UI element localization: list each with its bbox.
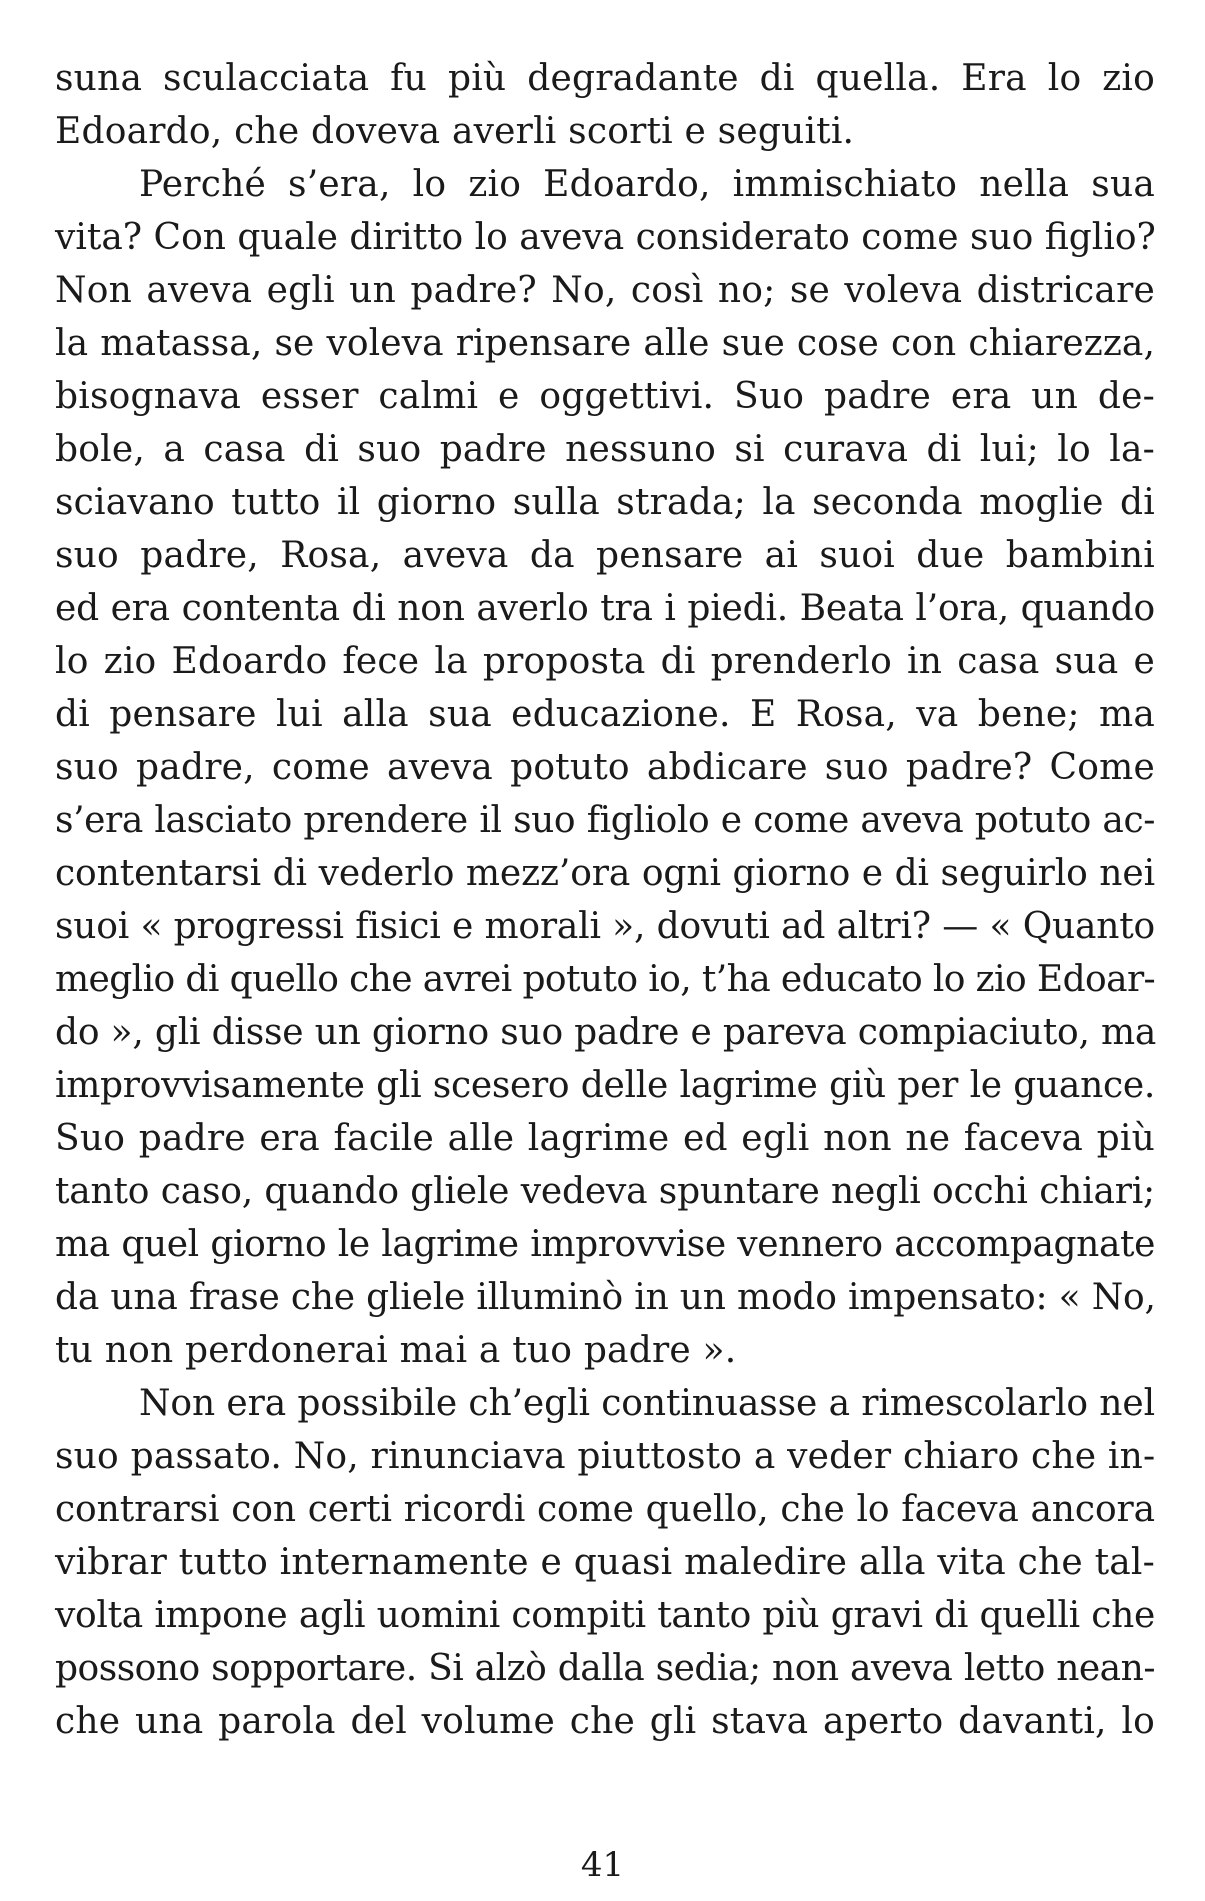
text-line: la matassa, se voleva ripensare alle sue cose con chiarezza, (55, 323, 1155, 364)
text-line: sciavano tutto il giorno sulla strada; la seconda moglie di (55, 482, 1155, 523)
text-line: contentarsi di vederlo mezz’ora ogni giorno e di seguirlo nei (55, 853, 1155, 894)
text-line: improvvisamente gli scesero delle lagrime giù per le guance. (55, 1065, 1155, 1106)
text-line: suoi « progressi fisici e morali », dovuti ad altri? — « Quanto (55, 906, 1155, 947)
text-line: Edoardo, che doveva averli scorti e seguiti. (55, 111, 855, 152)
page-number: 41 (580, 1845, 625, 1885)
text-line: che una parola del volume che gli stava aperto davanti, lo (55, 1701, 1155, 1742)
text-line: tanto caso, quando gliele vedeva spuntare negli occhi chiari; (55, 1171, 1155, 1212)
text-line: lo zio Edoardo fece la proposta di prenderlo in casa sua e (55, 641, 1155, 682)
text-line: bole, a casa di suo padre nessuno si curava di lui; lo la- (55, 429, 1155, 470)
text-line: suo padre, Rosa, aveva da pensare ai suoi due bambini (55, 535, 1155, 576)
text-line: bisognava esser calmi e oggettivi. Suo padre era un de- (55, 376, 1155, 417)
text-line: da una frase che gliele illuminò in un modo impensato: « No, (55, 1277, 1156, 1318)
text-line: Non era possibile ch’egli continuasse a rimescolarlo nel (139, 1383, 1155, 1424)
text-line: ma quel giorno le lagrime improvvise vennero accompagnate (55, 1224, 1155, 1265)
text-line: contrarsi con certi ricordi come quello, che lo faceva ancora (55, 1489, 1155, 1530)
text-line: do », gli disse un giorno suo padre e pareva compiaciuto, ma (55, 1012, 1157, 1053)
body-text (55, 52, 1155, 1748)
text-line: Perché s’era, lo zio Edoardo, immischiato nella sua (139, 164, 1155, 205)
text-line: di pensare lui alla sua educazione. E Rosa, va bene; ma (55, 694, 1155, 735)
text-line: suo padre, come aveva potuto abdicare suo padre? Come (55, 747, 1155, 788)
text-line: suna sculacciata fu più degradante di quella. Era lo zio (55, 58, 1155, 99)
text-line: Suo padre era facile alle lagrime ed egli non ne faceva più (55, 1118, 1155, 1159)
text-line: possono sopportare. Si alzò dalla sedia; non aveva letto nean- (55, 1648, 1155, 1689)
text-line: ed era contenta di non averlo tra i piedi. Beata l’ora, quando (55, 588, 1155, 629)
paragraph (55, 52, 1155, 158)
text-line: suo passato. No, rinunciava piuttosto a veder chiaro che in- (55, 1436, 1156, 1477)
paragraph (55, 158, 1155, 1377)
text-line: volta impone agli uomini compiti tanto più gravi di quelli che (55, 1595, 1155, 1636)
text-line: s’era lasciato prendere il suo figliolo e come aveva potuto ac- (55, 800, 1155, 841)
text-line: vibrar tutto internamente e quasi maledire alla vita che tal- (55, 1542, 1155, 1583)
text-line: Non aveva egli un padre? No, così no; se voleva districare (55, 270, 1155, 311)
text-line: vita? Con quale diritto lo aveva considerato come suo figlio? (55, 217, 1156, 258)
text-line: meglio di quello che avrei potuto io, t’ha educato lo zio Edoar- (55, 959, 1156, 1000)
text-line: tu non perdonerai mai a tuo padre ». (55, 1330, 737, 1371)
paragraph (55, 1377, 1155, 1748)
